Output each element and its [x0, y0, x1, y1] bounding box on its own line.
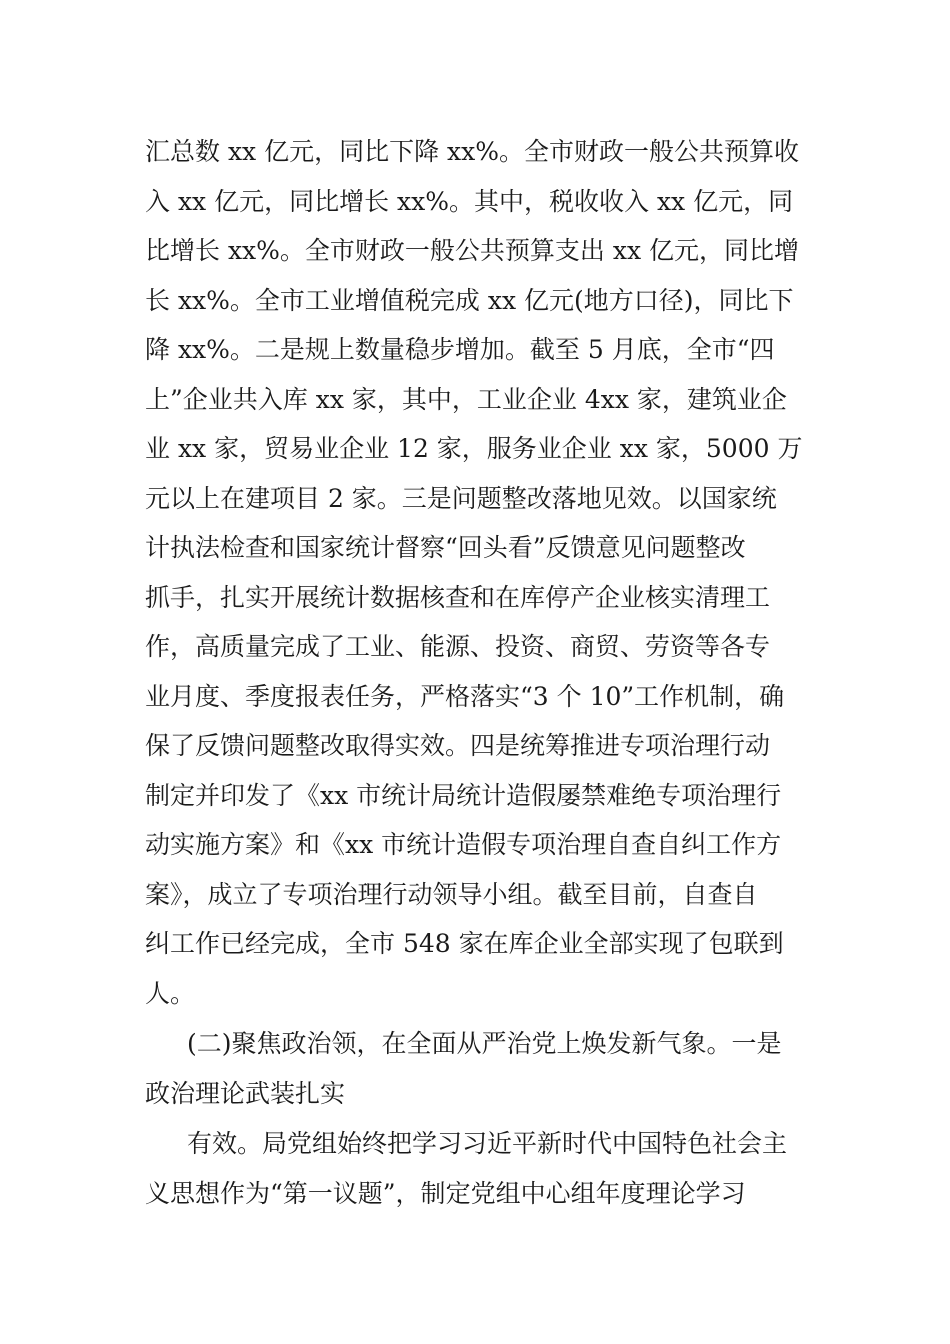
body-text: [145, 127, 810, 1218]
text-line: 人。: [145, 978, 196, 1008]
text-line: 作，高质量完成了工业、能源、投资、商贸、劳资等各专: [145, 632, 771, 661]
text-line: 业 xx 家，贸易业企业 12 家，服务业企业 xx 家，5000 万: [145, 434, 803, 463]
text-line: 长 xx%。全市工业增值税完成 xx 亿元(地方口径)，同比下: [145, 285, 794, 315]
text-line: 纠工作已经完成，全市 548 家在库企业全部实现了包联到: [145, 929, 784, 958]
section-heading-line: (二)聚焦政治领，在全面从严治党上焕发新气象。一是: [187, 1029, 782, 1058]
text-line: 汇总数 xx 亿元，同比下降 xx%。全市财政一般公共预算收: [145, 137, 799, 166]
text-line: 动实施方案》和《xx 市统计造假专项治理自查自纠工作方: [145, 830, 782, 859]
text-line: 业月度、季度报表任务，严格落实“3 个 10”工作机制，确: [145, 681, 785, 711]
text-line: 比增长 xx%。全市财政一般公共预算支出 xx 亿元，同比增: [145, 236, 799, 265]
text-line: 抓手，扎实开展统计数据核查和在库停产企业核实清理工: [145, 582, 771, 612]
text-line: 案》，成立了专项治理行动领导小组。截至目前，自查自: [145, 879, 758, 909]
section-heading-line: 政治理论武装扎实: [145, 1078, 346, 1108]
text-line: 降 xx%。二是规上数量稳步增加。截至 5 月底，全市“四: [145, 335, 775, 364]
text-line: 计执法检查和国家统计督察“回头看”反馈意见问题整改: [145, 533, 746, 562]
text-line: 元以上在建项目 2 家。三是问题整改落地见效。以国家统: [145, 483, 777, 513]
text-line: 保了反馈问题整改取得实效。四是统筹推进专项治理行动: [145, 731, 771, 760]
text-line: 制定并印发了《xx 市统计局统计造假屡禁难绝专项治理行: [145, 780, 782, 810]
text-line: 上”企业共入库 xx 家，其中，工业企业 4xx 家，建筑业企: [145, 384, 787, 414]
text-line: 有效。局党组始终把学习习近平新时代中国特色社会主: [187, 1129, 788, 1158]
text-line: 入 xx 亿元，同比增长 xx%。其中，税收收入 xx 亿元，同: [145, 186, 794, 216]
text-line: 义思想作为“第一议题”，制定党组中心组年度理论学习: [145, 1178, 746, 1208]
